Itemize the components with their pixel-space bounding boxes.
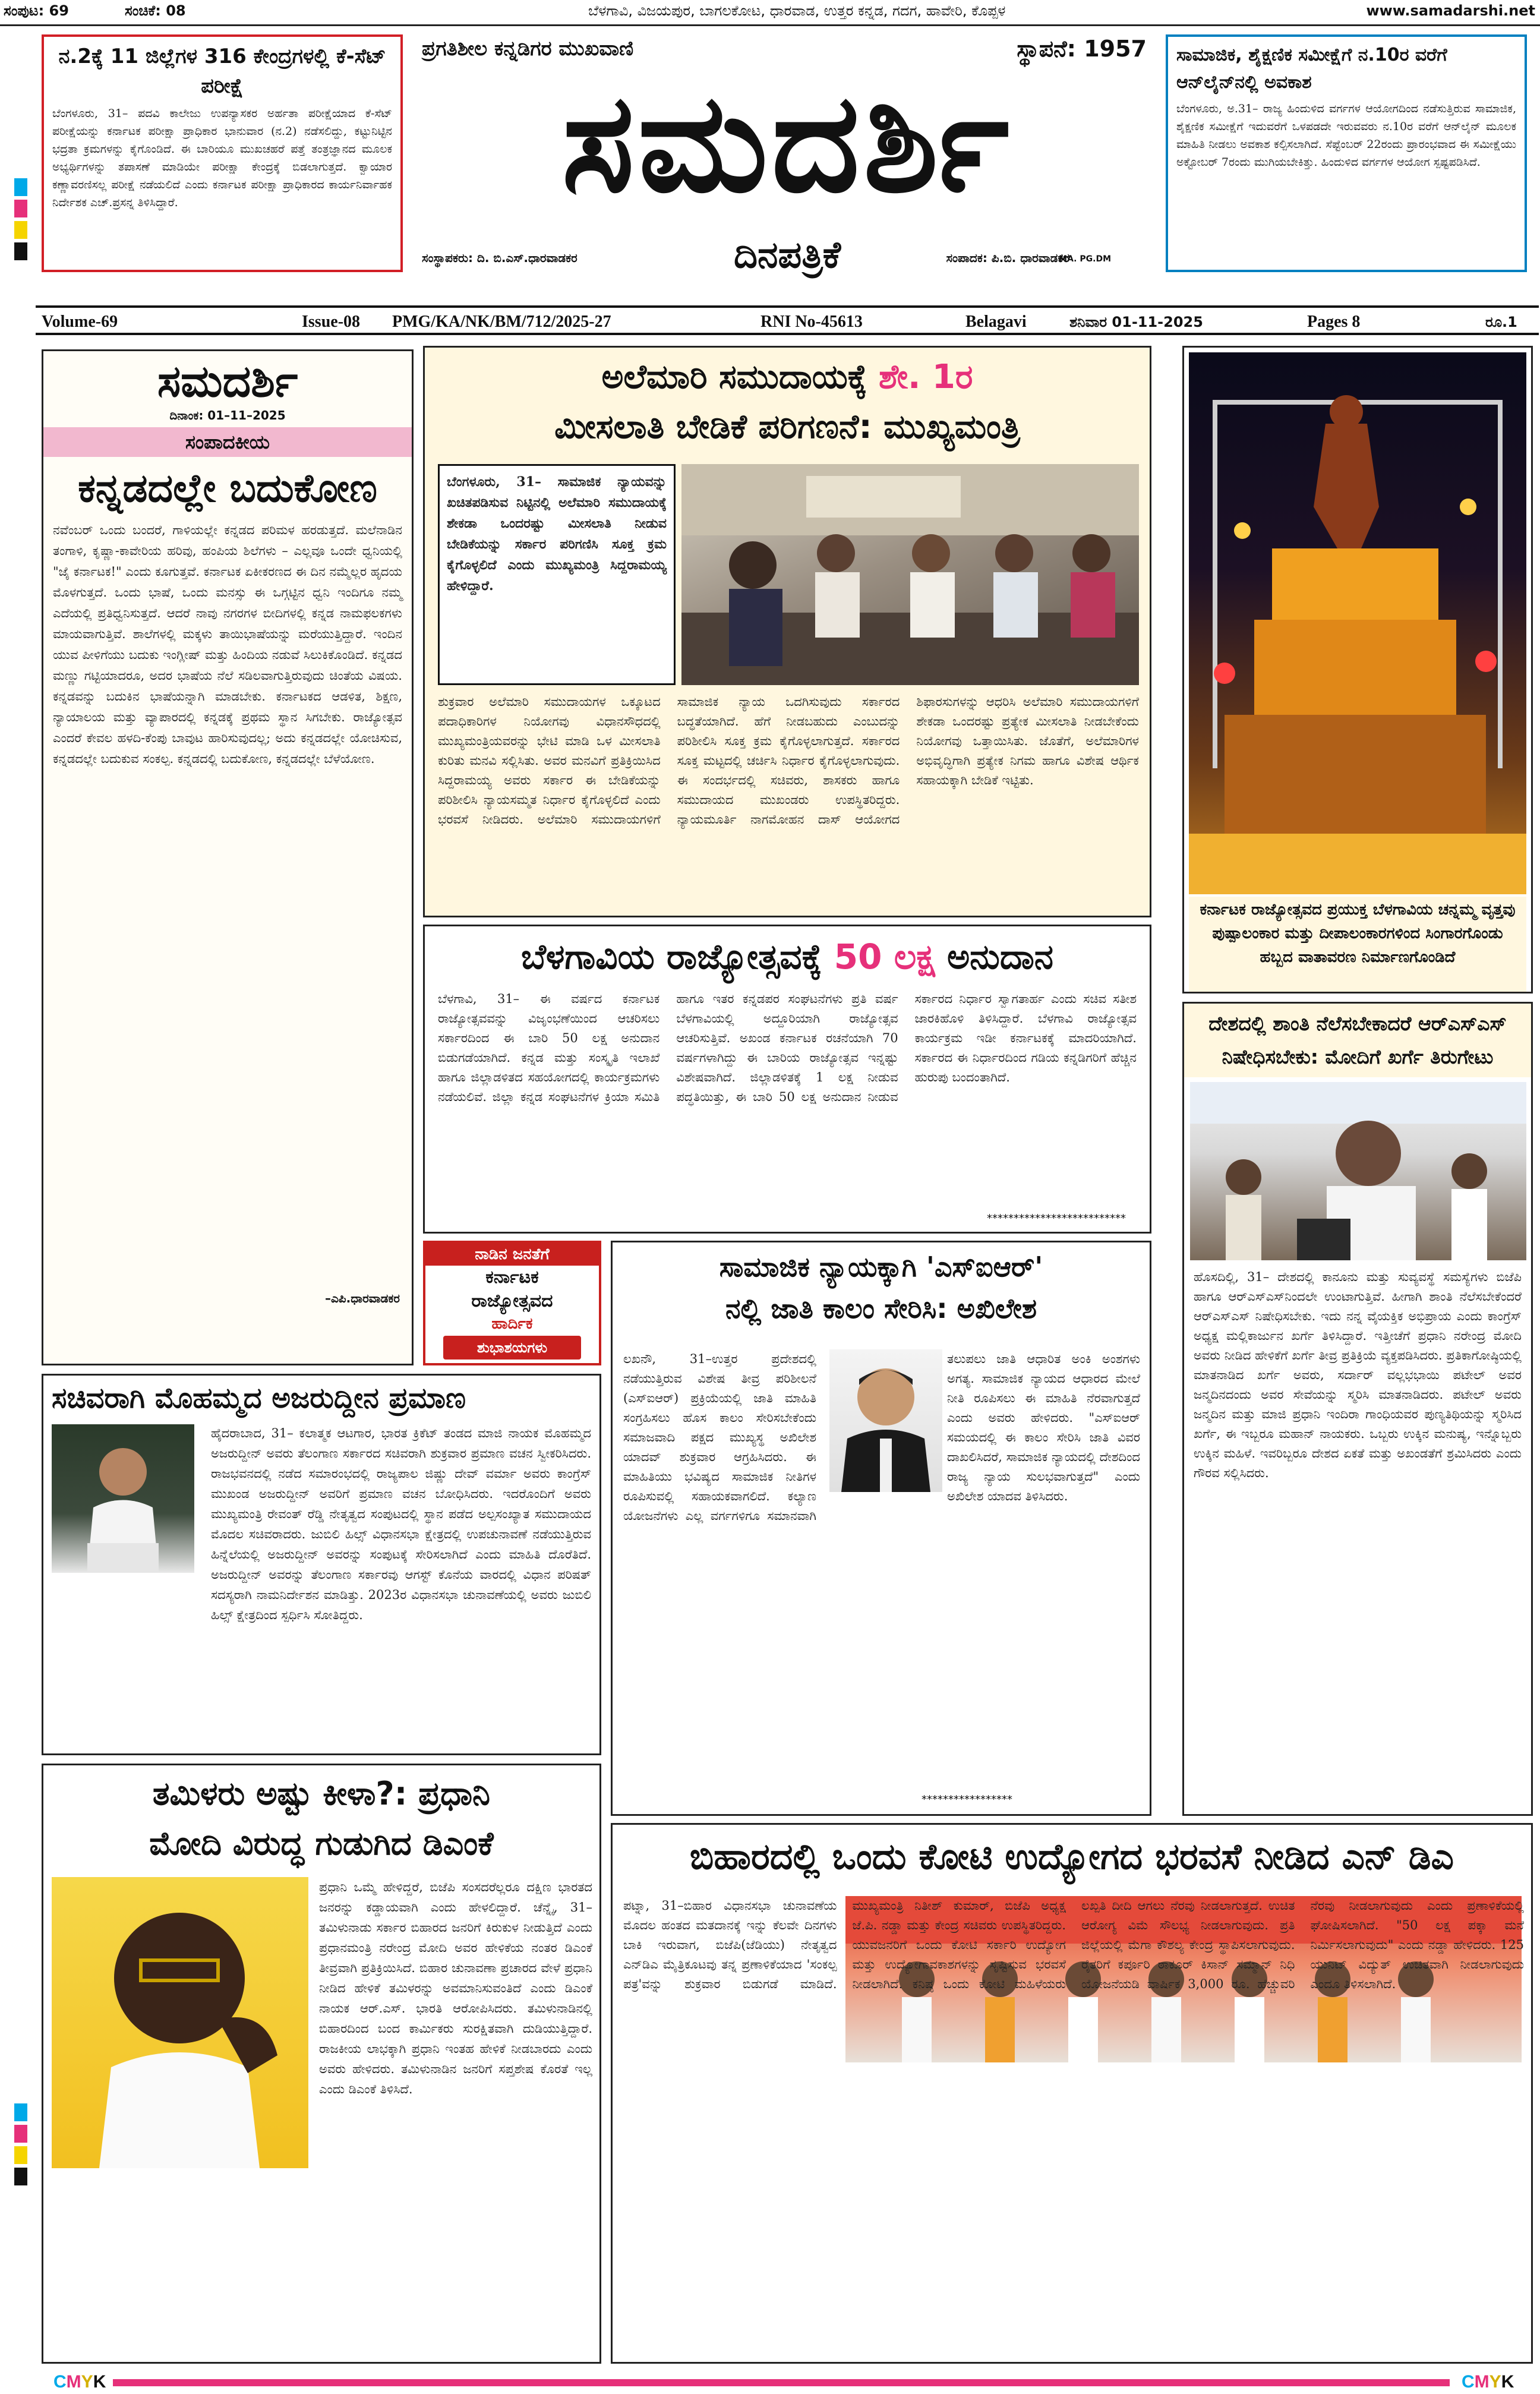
- info-date: ಶನಿವಾರ 01-11-2025: [1069, 314, 1203, 330]
- akhilesh-story-box: [611, 1241, 1151, 1816]
- akhilesh-body: ಲಖನೌ, 31–ಉತ್ತರ ಪ್ರದೇಶದಲ್ಲಿ ನಡೆಯುತ್ತಿರುವ ವಿಶೇಷ ತೀವ್ರ ಪರಿಶೀಲನೆ (ಎಸ್‌ಐಆರ್) ಪ್ರಕ್ರಿಯೆಯಲ್ಲಿ ಜಾತಿ ಮಾಹಿತಿ ಸಂಗ್ರಹಿಸಲು ಹೊಸ ಕಾಲಂ ಸೇರಿಸಬೇಕೆಂದು ಸಮಾಜವಾದಿ ಪಕ್ಷದ ಮುಖ್ಯಸ್ಥ ಅಖಿಲೇಶ ಯಾದವ್ ಶುಕ್ರವಾರ ಆಗ್ರಹಿಸಿದರು. ಈ ಮಾಹಿತಿಯು ಭವಿಷ್ಯದ ಸಾಮಾಜಿಕ ನೀತಿಗಳ ರೂಪಿಸುವಲ್ಲಿ ಸಹಾಯಕವಾಗಲಿದೆ. ಕಲ್ಯಾಣ ಯೋಜನೆಗಳು ಎಲ್ಲ ವರ್ಗಗಳಿಗೂ ಸಮಾನವಾಗಿ ತಲುಪಲು ಜಾತಿ ಆಧಾರಿತ ಅಂಕಿ ಅಂಶಗಳು ಅಗತ್ಯ. ಸಾಮಾಜಿಕ ನ್ಯಾಯದ ಆಧಾರದ ಮೇಲೆ ನೀತಿ ರೂಪಿಸಲು ಈ ಮಾಹಿತಿ ನೆರವಾಗುತ್ತದೆ ಎಂದು ಅವರು ಹೇಳಿದರು. "ಎಸ್‌ಐಆರ್ ಸಮಯದಲ್ಲಿ ಈ ಕಾಲಂ ಸೇರಿಸಿ ಜಾತಿ ವಿವರ ದಾಖಲಿಸಿದರೆ, ಸಾಮಾಜಿಕ ನ್ಯಾಯದಲ್ಲಿ ದೇಶದಿಂದ ರಾಜ್ಯ ನ್ಯಾಯ ಸುಲಭವಾಗುತ್ತದೆ" ಎಂದು ಅಖಿಲೇಶ ಯಾದವ ತಿಳಿಸಿದರು.: [623, 1352, 1140, 1523]
- masthead: [416, 31, 1159, 280]
- right-ear-headline: ಸಾಮಾಜಿಕ, ಶೈಕ್ಷಣಿಕ ಸಮೀಕ್ಷೆಗೆ ನ.10ರ ವರೆಗೆ ಆನ್‌ಲೈನ್‌ನಲ್ಲಿ ಅವಕಾಶ: [1176, 45, 1447, 93]
- belagavi-headline-post: ಅನುದಾನ: [946, 936, 1054, 977]
- masthead-editor: ಸಂಪಾದಕ: ಪಿ.ಬಿ. ಧಾರವಾಡಕರ: [946, 251, 1069, 265]
- bihar-story-box: [611, 1823, 1533, 2364]
- color-registration-strip-top: [14, 178, 27, 264]
- lead-story-box: [423, 346, 1151, 917]
- akhilesh-headline-line1: ಸಾಮಾಜಿಕ ನ್ಯಾಯಕ್ಕಾಗಿ 'ಎಸ್‌ಐಆರ್': [719, 1251, 1043, 1283]
- belagavi-headline-pre: ಬೆಳಗಾವಿಯ ರಾಜ್ಯೋತ್ಸವಕ್ಕೆ: [520, 936, 822, 977]
- volume-label: ಸಂಪುಟ: 69: [4, 2, 69, 19]
- editorial-box: [42, 349, 414, 1365]
- editorial-signature: –ಎಪಿ.ಧಾರವಾಡಕರ: [324, 1291, 400, 1305]
- info-registration: PMG/KA/NK/BM/712/2025-27: [392, 313, 611, 331]
- editorial-body: ನವೆಂಬರ್ ಒಂದು ಬಂದರೆ, ಗಾಳಿಯಲ್ಲೇ ಕನ್ನಡದ ಪರಿಮಳ ಹರಡುತ್ತದೆ. ಮಲೆನಾಡಿನ ತಂಗಾಳಿ, ಕೃಷ್ಣಾ-ಕಾವೇರಿಯ ಹರಿವು, ಹಂಪಿಯ ಶಿಲೆಗಳು – ಎಲ್ಲವೂ ಒಂದೇ ಧ್ವನಿಯಲ್ಲಿ "ಜೈ ಕರ್ನಾಟಕ!" ಎಂದು ಕೂಗುತ್ತವೆ. ಕರ್ನಾಟಕ ಏಕೀಕರಣದ ಈ ದಿನ ನಮ್ಮೆಲ್ಲರ ಹೃದಯ ಮೊಳಗುತ್ತದೆ. ಒಂದು ಭಾಷೆ, ಒಂದು ಮನಸ್ಸು ಈ ಒಗ್ಗಟ್ಟಿನ ಧ್ವನಿ ಇಂದಿಗೂ ನಮ್ಮ ಎದೆಯಲ್ಲಿ ಪ್ರತಿಧ್ವನಿಸುತ್ತದೆ. ಆದರೆ ನಾವು ನಗರಗಳ ಬೀದಿಗಳಲ್ಲಿ ಕನ್ನಡ ನಾಮಫಲಕಗಳು ಮಾಯವಾಗುತ್ತಿವೆ. ಶಾಲೆಗಳಲ್ಲಿ ಮಕ್ಕಳು ತಾಯಿಭಾಷೆಯನ್ನು ಮರೆಯುತ್ತಿದ್ದಾರೆ. ಇಂದಿನ ಯುವ ಪೀಳಿಗೆಯು ಬದುಕು ಇಂಗ್ಲೀಷ್ ಮತ್ತು ಹಿಂದಿಯ ನಡುವೆ ಸಿಲುಕಿಕೊಂಡಿದೆ. ಕನ್ನಡದ ಮಣ್ಣು ಗಟ್ಟಿಯಾದರೂ, ಅದರ ಭಾಷೆಯ ನೆಲೆ ಸಡಿಲವಾಗುತ್ತಿರುವುದು ಚಿಂತೆಯ ವಿಷಯ. ಕನ್ನಡವನ್ನು ಬದುಕಿನ ಭಾಷೆಯನ್ನಾಗಿ ಮಾಡಬೇಕು. ಕರ್ನಾಟಕದ ಆಡಳಿತ, ಶಿಕ್ಷಣ, ನ್ಯಾಯಾಲಯ ಮತ್ತು ವ್ಯಾಪಾರದಲ್ಲಿ ಕನ್ನಡಕ್ಕೆ ಪ್ರಥಮ ಸ್ಥಾನ ಸಿಗಬೇಕು. ರಾಜ್ಯೋತ್ಸವ ಎಂದರೆ ಕೇವಲ ಹಳದಿ-ಕೆಂಪು ಬಾವುಟ ಹಾರಿಸುವುದಲ್ಲ; ಅದು ಕನ್ನಡದಲ್ಲೇ ಯೋಚಿಸುವ, ಕನ್ನಡದಲ್ಲೇ ಬದುಕುವ ಸಂಕಲ್ಪ. ಕನ್ನಡದಲ್ಲಿ ಬದುಕೋಣ, ಕನ್ನಡದಲ್ಲೇ ಬೆಳೆಯೋಣ.: [53, 523, 402, 766]
- bihar-body: ಪಟ್ನಾ, 31–ಬಿಹಾರ ವಿಧಾನಸಭಾ ಚುನಾವಣೆಯ ಮೊದಲ ಹಂತದ ಮತದಾನಕ್ಕೆ ಇನ್ನು ಕೆಲವೇ ದಿನಗಳು ಬಾಕಿ ಇರುವಾಗ, ಬಿಜೆಪಿ(ಜೆಡಿಯು) ನೇತೃತ್ವದ ಎನ್‌ಡಿಎ ಮೈತ್ರಿಕೂಟವು ತನ್ನ ಪ್ರಣಾಳಿಕೆಯಾದ 'ಸಂಕಲ್ಪ ಪತ್ರ'ವನ್ನು ಶುಕ್ರವಾರ ಬಿಡುಗಡೆ ಮಾಡಿದೆ. ಮುಖ್ಯಮಂತ್ರಿ ನಿತೀಶ್ ಕುಮಾರ್, ಬಿಜೆಪಿ ಅಧ್ಯಕ್ಷ ಜೆ.ಪಿ. ನಡ್ಡಾ ಮತ್ತು ಕೇಂದ್ರ ಸಚಿವರು ಉಪಸ್ಥಿತರಿದ್ದರು. ಯುವಜನರಿಗೆ ಒಂದು ಕೋಟಿ ಸರ್ಕಾರಿ ಉದ್ಯೋಗ ಮತ್ತು ಉದ್ಯೋಗಾವಕಾಶಗಳನ್ನು ಸೃಷ್ಟಿಸುವ ಭರವಸೆ ನೀಡಲಾಗಿದೆ. ಕನಿಷ್ಠ ಒಂದು ಕೋಟಿ ಮಹಿಳೆಯರು ಲಖ್ಪತಿ ದೀದಿ ಆಗಲು ನೆರವು ನೀಡಲಾಗುತ್ತದೆ. ಉಚಿತ ಆರೋಗ್ಯ ವಿಮೆ ಸೌಲಭ್ಯ ನೀಡಲಾಗುವುದು. ಪ್ರತಿ ಜಿಲ್ಲೆಯಲ್ಲಿ ಮೆಗಾ ಕೌಶಲ್ಯ ಕೇಂದ್ರ ಸ್ಥಾಪಿಸಲಾಗುವುದು. ರೈತರಿಗೆ ಕರ್ಪೂರಿ ಠಾಕೂರ್ ಕಿಸಾನ್ ಸಮ್ಮಾನ್ ನಿಧಿ ಯೋಜನೆಯಡಿ ವಾರ್ಷಿಕ 3,000 ರೂ. ಹೆಚ್ಚುವರಿ ನೆರವು ನೀಡಲಾಗುವುದು ಎಂದು ಪ್ರಣಾಳಿಕೆಯಲ್ಲಿ ಘೋಷಿಸಲಾಗಿದೆ. "50 ಲಕ್ಷ ಪಕ್ಕಾ ಮನೆ ನಿರ್ಮಿಸಲಾಗುವುದು" ಎಂದು ನಡ್ಡಾ ಹೇಳಿದರು. 125 ಯುನಿಟ್ ವಿದ್ಯುತ್ ಉಚಿತವಾಗಿ ನೀಡಲಾಗುವುದು ಎಂದೂ ತಿಳಿಸಲಾಗಿದೆ.: [623, 1898, 1524, 1991]
- info-rni: RNI No-45613: [760, 313, 863, 331]
- belagavi-body: ಬೆಳಗಾವಿ, 31– ಈ ವರ್ಷದ ಕರ್ನಾಟಕ ರಾಜ್ಯೋತ್ಸವವನ್ನು ವಿಜೃಂಭಣೆಯಿಂದ ಆಚರಿಸಲು ಸರ್ಕಾರದಿಂದ ಈ ಬಾರಿ 50 ಲಕ್ಷ ಅನುದಾನ ಬಿಡುಗಡೆಯಾಗಿದೆ. ಕನ್ನಡ ಮತ್ತು ಸಂಸ್ಕೃತಿ ಇಲಾಖೆ ಹಾಗೂ ಜಿಲ್ಲಾಡಳಿತದ ಸಹಯೋಗದಲ್ಲಿ ಕಾರ್ಯಕ್ರಮಗಳು ನಡೆಯಲಿವೆ. ಜಿಲ್ಲಾ ಕನ್ನಡ ಸಂಘಟನೆಗಳ ಕ್ರಿಯಾ ಸಮಿತಿ ಹಾಗೂ ಇತರ ಕನ್ನಡಪರ ಸಂಘಟನೆಗಳು ಪ್ರತಿ ವರ್ಷ ಬೆಳಗಾವಿಯಲ್ಲಿ ಅದ್ದೂರಿಯಾಗಿ ರಾಜ್ಯೋತ್ಸವ ಆಚರಿಸುತ್ತಿವೆ. ಅಖಂಡ ಕರ್ನಾಟಕ ರಚನೆಯಾಗಿ 70 ವರ್ಷಗಳಾಗಿದ್ದು ಈ ಬಾರಿಯ ರಾಜ್ಯೋತ್ಸವ ಇನ್ನಷ್ಟು ವಿಶೇಷವಾಗಿದೆ. ಜಿಲ್ಲಾಡಳಿತಕ್ಕೆ 1 ಲಕ್ಷ ನೀಡುವ ಪದ್ಧತಿಯಿತ್ತು, ಈ ಬಾರಿ 50 ಲಕ್ಷ ಅನುದಾನ ನೀಡುವ ಸರ್ಕಾರದ ನಿರ್ಧಾರ ಸ್ವಾಗತಾರ್ಹ ಎಂದು ಸಚಿವ ಸತೀಶ ಜಾರಕಿಹೊಳಿ ತಿಳಿಸಿದ್ದಾರೆ. ಬೆಳಗಾವಿ ರಾಜ್ಯೋತ್ಸವ ಕಾರ್ಯಕ್ರಮ ಇಡೀ ಕರ್ನಾಟಕಕ್ಕೆ ಮಾದರಿಯಾಗಿದೆ. ಸರ್ಕಾರದ ಈ ನಿರ್ಧಾರದಿಂದ ಗಡಿಯ ಕನ್ನಡಿಗರಿಗೆ ಹೆಚ್ಚಿನ ಹುರುಪು ಬಂದಂತಾಗಿದೆ.: [438, 992, 1137, 1104]
- azharuddin-illustration: [52, 1424, 194, 1573]
- kharge-photo: [1190, 1082, 1526, 1260]
- info-price: ರೂ.1: [1485, 314, 1517, 330]
- editorial-headline: ಕನ್ನಡದಲ್ಲೇ ಬದುಕೋಣ: [78, 465, 377, 511]
- masthead-editor-degree: MA. PG.DM: [1059, 254, 1111, 264]
- lead-photo-meeting: [681, 464, 1139, 685]
- masthead-subtitle: ದಿನಪತ್ರಿಕೆ: [733, 233, 841, 276]
- azharuddin-headline: ಸಚಿವರಾಗಿ ಮೊಹಮ್ಮದ ಅಜರುದ್ದೀನ ಪ್ರಮಾಣ: [52, 1381, 466, 1415]
- akhilesh-divider: *****************: [922, 1793, 1012, 1806]
- info-volume: Volume-69: [42, 313, 118, 331]
- editorial-date: ದಿನಾಂಕ: 01–11–2025: [169, 408, 286, 422]
- color-registration-strip-bottom: [14, 2103, 27, 2189]
- masthead-founder: ಸಂಸ್ಥಾಪಕರು: ದಿ. ಬಿ.ಎಸ್.ಧಾರವಾಡಕರ: [422, 251, 578, 265]
- kharge-story-box: [1182, 1002, 1533, 1816]
- greeting-line3: ರಾಜ್ಯೋತ್ಸವದ: [471, 1291, 553, 1311]
- lead-body: ಶುಕ್ರವಾರ ಅಲೆಮಾರಿ ಸಮುದಾಯಗಳ ಒಕ್ಕೂಟದ ಪದಾಧಿಕಾರಿಗಳ ನಿಯೋಗವು ವಿಧಾನಸೌಧದಲ್ಲಿ ಮುಖ್ಯಮಂತ್ರಿಯವರನ್ನು ಭೇಟಿ ಮಾಡಿ ಒಳ ಮೀಸಲಾತಿ ಕುರಿತು ಮನವಿ ಸಲ್ಲಿಸಿತು. ಅವರ ಮನವಿಗೆ ಪ್ರತಿಕ್ರಿಯಿಸಿದ ಸಿದ್ದರಾಮಯ್ಯ ಅವರು ಸರ್ಕಾರ ಈ ಬೇಡಿಕೆಯನ್ನು ಪರಿಶೀಲಿಸಿ ನ್ಯಾಯಸಮ್ಮತ ನಿರ್ಧಾರ ಕೈಗೊಳ್ಳಲಿದೆ ಎಂದು ಭರವಸೆ ನೀಡಿದರು. ಅಲೆಮಾರಿ ಸಮುದಾಯಗಳಿಗೆ ಸಾಮಾಜಿಕ ನ್ಯಾಯ ಒದಗಿಸುವುದು ಸರ್ಕಾರದ ಬದ್ಧತೆಯಾಗಿದೆ. ಹೆಗೆ ನೀಡಬಹುದು ಎಂಬುದನ್ನು ಪರಿಶೀಲಿಸಿ ಸೂಕ್ತ ಕ್ರಮ ಕೈಗೊಳ್ಳಲಾಗುತ್ತದೆ. ಸರ್ಕಾರದ ಸೂಕ್ತ ಮಟ್ಟದಲ್ಲಿ ಚರ್ಚಿಸಿ ನಿರ್ಧಾರ ಕೈಗೊಳ್ಳಲಾಗುವುದು. ಈ ಸಂದರ್ಭದಲ್ಲಿ ಸಚಿವರು, ಶಾಸಕರು ಹಾಗೂ ಸಮುದಾಯದ ಮುಖಂಡರು ಉಪಸ್ಥಿತರಿದ್ದರು. ನ್ಯಾಯಮೂರ್ತಿ ನಾಗಮೋಹನ ದಾಸ್ ಆಯೋಗದ ಶಿಫಾರಸುಗಳನ್ನು ಆಧರಿಸಿ ಅಲೆಮಾರಿ ಸಮುದಾಯಗಳಿಗೆ ಶೇಕಡಾ ಒಂದರಷ್ಟು ಪ್ರತ್ಯೇಕ ಮೀಸಲಾತಿ ನೀಡಬೇಕೆಂದು ನಿಯೋಗವು ಒತ್ತಾಯಿಸಿತು. ಜೊತೆಗೆ, ಅಲೆಮಾರಿಗಳ ಅಭಿವೃದ್ಧಿಗಾಗಿ ಪ್ರತ್ಯೇಕ ನಿಗಮ ಹಾಗೂ ವಿಶೇಷ ಆರ್ಥಿಕ ಸಹಾಯಕ್ಕಾಗಿ ಬೇಡಿಕೆ ಇಟ್ಟಿತು.: [438, 695, 1139, 827]
- statue-photo-box: [1182, 346, 1533, 993]
- lead-intro: ಬೆಂಗಳೂರು, 31– ಸಾಮಾಜಿಕ ನ್ಯಾಯವನ್ನು ಖಚಿತಪಡಿಸುವ ನಿಟ್ಟಿನಲ್ಲಿ ಅಲೆಮಾರಿ ಸಮುದಾಯಕ್ಕೆ ಶೇಕಡಾ ಒಂದರಷ್ಟು ಮೀಸಲಾತಿ ನೀಡುವ ಬೇಡಿಕೆಯನ್ನು ಸರ್ಕಾರ ಪರಿಗಣಿಸಿ ಸೂಕ್ತ ಕ್ರಮ ಕೈಗೊಳ್ಳಲಿದೆ ಎಂದು ಮುಖ್ಯಮಂತ್ರಿ ಸಿದ್ದರಾಮಯ್ಯ ಹೇಳಿದ್ದಾರೆ.: [438, 464, 676, 685]
- dmk-headline-line1: ತಮಿಳರು ಅಷ್ಟು ಕೀಳಾ?: ಪ್ರಧಾನಿ: [152, 1775, 491, 1812]
- region-list: ಬೆಳಗಾವಿ, ವಿಜಯಪುರ, ಬಾಗಲಕೋಟ, ಧಾರವಾಡ, ಉತ್ತರ ಕನ್ನಡ, ಗದಗ, ಹಾವೇರಿ, ಕೊಪ್ಪಳ: [588, 2, 1006, 19]
- left-ear-headline: ನ.2ಕ್ಕೆ 11 ಜಿಲ್ಲೆಗಳ 316 ಕೇಂದ್ರಗಳಲ್ಲಿ ಕೆ-ಸೆಟ್ ಪರೀಕ್ಷೆ: [58, 45, 386, 98]
- masthead-title: ಸಮದರ್ಶಿ: [561, 64, 1013, 223]
- editorial-paper-name: ಸಮದರ್ಶಿ: [157, 356, 298, 407]
- left-ear-body: ಬೆಂಗಳೂರು, 31– ಪದವಿ ಕಾಲೇಜು ಉಪನ್ಯಾಸಕರ ಅರ್ಹತಾ ಪರೀಕ್ಷೆಯಾದ ಕೆ-ಸೆಟ್ ಪರೀಕ್ಷೆಯನ್ನು ಕರ್ನಾಟಕ ಪರೀಕ್ಷಾ ಪ್ರಾಧಿಕಾರ ಭಾನುವಾರ (ನ.2) ನಡೆಸಲಿದ್ದು, ಕಟ್ಟುನಿಟ್ಟಿನ ಭದ್ರತಾ ಕ್ರಮಗಳನ್ನು ಕೈಗೊಂಡಿದೆ. ಈ ಬಾರಿಯೂ ಮುಖಚಹರೆ ಪತ್ತೆ ತಂತ್ರಜ್ಞಾನದ ಮೂಲಕ ಅಭ್ಯರ್ಥಿಗಳನ್ನು ತಪಾಸಣೆ ಮಾಡಿಯೇ ಪರೀಕ್ಷಾ ಕೇಂದ್ರಕ್ಕೆ ಬಿಡಲಾಗುತ್ತದೆ. ಕ್ವಾಯಾರ ಕಣ್ಣಾವರಣಿಸಲ್ಲ ಪರೀಕ್ಷೆ ನಡೆಯಲಿದೆ ಎಂದು ಕರ್ನಾಟಕ ಪರೀಕ್ಷಾ ಪ್ರಾಧಿಕಾರದ ಕಾರ್ಯನಿರ್ವಾಹಕ ನಿರ್ದೇಶಕ ಎಚ್.ಪ್ರಸನ್ನ ತಿಳಿಸಿದ್ದಾರೆ.: [52, 107, 392, 209]
- greeting-line4: ಹಾರ್ದಿಕ: [491, 1315, 533, 1333]
- info-issue: Issue-08: [302, 313, 361, 331]
- belagavi-headline-highlight: 50 ಲಕ್ಷ: [834, 936, 935, 977]
- azharuddin-photo: [52, 1424, 194, 1573]
- info-pages: Pages 8: [1307, 313, 1361, 331]
- dmk-story-box: [42, 1764, 601, 2364]
- masthead-tagline: ಪ್ರಗತಿಶೀಲ ಕನ್ನಡಿಗರ ಮುಖವಾಣಿ: [422, 37, 634, 61]
- lead-headline-line2: ಮೀಸಲಾತಿ ಬೇಡಿಕೆ ಪರಿಗಣನೆ: ಮುಖ್ಯಮಂತ್ರಿ: [554, 408, 1020, 446]
- greeting-line2: ಕರ್ನಾಟಕ: [485, 1267, 539, 1288]
- greeting-line5: ಶುಭಾಶಯಗಳು: [443, 1336, 581, 1360]
- lead-headline-pre: ಅಲೆಮಾರಿ ಸಮುದಾಯಕ್ಕೆ: [601, 358, 867, 396]
- footer-magenta-rule: [113, 2379, 1450, 2386]
- left-ear-box: [42, 34, 403, 272]
- info-city: Belagavi: [965, 313, 1027, 331]
- kharge-body: ಹೊಸದಿಲ್ಲಿ, 31– ದೇಶದಲ್ಲಿ ಕಾನೂನು ಮತ್ತು ಸುವ್ಯವಸ್ಥೆ ಸಮಸ್ಯೆಗಳು ಬಿಜೆಪಿ ಹಾಗೂ ಆರ್‌ಎಸ್‌ಎಸ್‌ನಿಂದಲೇ ಉಂಟಾಗುತ್ತಿವೆ. ಹೀಗಾಗಿ ಶಾಂತಿ ನೆಲೆಸಬೇಕೆಂದರೆ ಆರ್‌ಎಸ್‌ಎಸ್ ನಿಷೇಧಿಸಬೇಕು. ಇದು ನನ್ನ ವೈಯಕ್ತಿಕ ಅಭಿಪ್ರಾಯ ಎಂದು ಕಾಂಗ್ರೆಸ್ ಅಧ್ಯಕ್ಷ ಮಲ್ಲಿಕಾರ್ಜುನ ಖರ್ಗೆ ತಿಳಿಸಿದ್ದಾರೆ. ಇತ್ತೀಚೆಗೆ ಪ್ರಧಾನಿ ನರೇಂದ್ರ ಮೋದಿ ಅವರು ನೀಡಿದ ಹೇಳಿಕೆಗೆ ಖರ್ಗೆ ತೀವ್ರ ಪ್ರತಿಕ್ರಿಯೆ ವ್ಯಕ್ತಪಡಿಸಿದರು. ಪ್ರತಿಕಾಗೋಷ್ಠಿಯಲ್ಲಿ ಮಾತನಾಡಿದ ಖರ್ಗೆ ಅವರು, ಸರ್ದಾರ್ ವಲ್ಲಭಭಾಯಿ ಪಟೇಲ್ ಅವರ ಜನ್ಮದಿನದಂದು ಅವರ ಸೇವೆಯನ್ನು ಸ್ಮರಿಸಿ ಮಾತನಾಡಿದರು. ಪಟೇಲ್ ಅವರು ಜನ್ಮದಿನ ಮತ್ತು ಮಾಜಿ ಪ್ರಧಾನಿ ಇಂದಿರಾ ಗಾಂಧಿಯವರ ಪುಣ್ಯತಿಥಿಯನ್ನು ಸ್ಮರಿಸಿದ ಖರ್ಗೆ, ಈ ಇಬ್ಬರೂ ಮಹಾನ್ ನಾಯಕರು. ಒಬ್ಬರು ಉಕ್ಕಿನ ಮನುಷ್ಯ, ಇನ್ನೊಬ್ಬರು ಉಕ್ಕಿನ ಮಹಿಳೆ. ಇವರಿಬ್ಬರೂ ದೇಶದ ಏಕತೆ ಮತ್ತು ಅಖಂಡತೆಗೆ ಶ್ರಮಿಸಿದರು ಎಂದು ಗೌರವ ಸಲ್ಲಿಸಿದರು.: [1194, 1270, 1522, 1480]
- belagavi-headline: [425, 930, 1150, 983]
- azharuddin-story-box: [42, 1374, 601, 1755]
- issue-label: ಸಂಚಿಕೆ: 08: [125, 2, 186, 19]
- right-ear-box: [1166, 34, 1527, 272]
- dmk-body: ಪ್ರಧಾನಿ ಒಮ್ಮೆ ಹೇಳಿದ್ದರೆ, ಬಿಜೆಪಿ ಸಂಸದರೆಲ್ಲರೂ ದಕ್ಷಿಣ ಭಾರತದ ಜನರನ್ನು ಕಡ್ಡಾಯವಾಗಿ ಎಂದು ಹೇಳಲಿದ್ದಾರೆ. ಚೆನ್ನೈ, 31– ತಮಿಳುನಾಡು ಸರ್ಕಾರ ಬಿಹಾರದ ಜನರಿಗೆ ಕಿರುಕುಳ ನೀಡುತ್ತಿದೆ ಎಂದು ಪ್ರಧಾನಮಂತ್ರಿ ನರೇಂದ್ರ ಮೋದಿ ಅವರ ಹೇಳಿಕೆಯ ನಂತರ ಡಿಎಂಕೆ ತೀವ್ರವಾಗಿ ಪ್ರತಿಕ್ರಿಯಿಸಿದೆ. ಬಿಹಾರ ಚುನಾವಣಾ ಪ್ರಚಾರದ ವೇಳೆ ಪ್ರಧಾನಿ ನೀಡಿದ ಹೇಳಿಕೆ ತಮಿಳರನ್ನು ಅವಮಾನಿಸುವಂತಿದೆ ಎಂದು ಡಿಎಂಕೆ ನಾಯಕ ಆರ್.ಎಸ್. ಭಾರತಿ ಆರೋಪಿಸಿದರು. ತಮಿಳುನಾಡಿನಲ್ಲಿ ಬಿಹಾರದಿಂದ ಬಂದ ಕಾರ್ಮಿಕರು ಸುರಕ್ಷಿತವಾಗಿ ದುಡಿಯುತ್ತಿದ್ದಾರೆ. ರಾಜಕೀಯ ಲಾಭಕ್ಕಾಗಿ ಪ್ರಧಾನಿ ಇಂತಹ ಹೇಳಿಕೆ ನೀಡಬಾರದು ಎಂದು ಅವರು ಹೇಳಿದರು. ತಮಿಳುನಾಡಿನ ಜನರಿಗೆ ಸಪ್ತಶೇಷ ಕೊರತೆ ಇಲ್ಲ ಎಂದು ಡಿಎಂಕೆ ತಿಳಿಸಿದೆ.: [319, 1880, 592, 2096]
- statue-photo-caption: ಕರ್ನಾಟಕ ರಾಜ್ಯೋತ್ಸವದ ಪ್ರಯುಕ್ತ ಬೆಳಗಾವಿಯ ಚನ್ನಮ್ಮ ವೃತ್ತವು ಪುಷ್ಪಾಲಂಕಾರ ಮತ್ತು ದೀಪಾಲಂಕಾರಗಳಿಂದ ಸಿಂಗಾರಗೊಂಡು ಹಬ್ಬದ ವಾತಾವರಣ ನಿರ್ಮಾಣಗೊಂಡಿದೆ: [1189, 897, 1526, 992]
- azharuddin-body: ಹೈದರಾಬಾದ, 31– ಕಲಾತ್ಮಕ ಆಟಗಾರ, ಭಾರತ ಕ್ರಿಕೆಟ್ ತಂಡದ ಮಾಜಿ ನಾಯಕ ಮೊಹಮ್ಮದ ಅಜರುದ್ದೀನ್ ಅವರು ತೆಲಂಗಾಣ ಸರ್ಕಾರದ ಸಚಿವರಾಗಿ ಶುಕ್ರವಾರ ಪ್ರಮಾಣ ವಚನ ಸ್ವೀಕರಿಸಿದರು. ರಾಜಭವನದಲ್ಲಿ ನಡೆದ ಸಮಾರಂಭದಲ್ಲಿ ರಾಜ್ಯಪಾಲ ಜಿಷ್ಣು ದೇವ್ ವರ್ಮಾ ಅವರು ಕಾಂಗ್ರೆಸ್ ಮುಖಂಡ ಅಜರುದ್ದೀನ್ ಅವರಿಗೆ ಪ್ರಮಾಣ ವಚನ ಬೋಧಿಸಿದರು. ಇದರೊಂದಿಗೆ ಅವರು ಮುಖ್ಯಮಂತ್ರಿ ರೇವಂತ್ ರೆಡ್ಡಿ ನೇತೃತ್ವದ ಸಂಪುಟದಲ್ಲಿ ಸ್ಥಾನ ಪಡೆದ ಅಲ್ಪಸಂಖ್ಯಾತ ಸಮುದಾಯದ ಮೊದಲ ಸಚಿವರಾದರು. ಜುಬಿಲಿ ಹಿಲ್ಸ್ ವಿಧಾನಸಭಾ ಕ್ಷೇತ್ರದಲ್ಲಿ ಉಪಚುನಾವಣೆ ನಡೆಯುತ್ತಿರುವ ಹಿನ್ನೆಲೆಯಲ್ಲಿ ಅಜರುದ್ದೀನ್ ಅವರನ್ನು ಸಂಪುಟಕ್ಕೆ ಸೇರಿಸಲಾಗಿದೆ ಎಂದು ಮಾಹಿತಿ ದೊರೆತಿದೆ. ಅಜರುದ್ದೀನ್ ಅವರನ್ನು ತೆಲಂಗಾಣ ಸರ್ಕಾರವು ಆಗಸ್ಟ್ ಕೊನೆಯ ವಾರದಲ್ಲಿ ವಿಧಾನ ಪರಿಷತ್ ಸದಸ್ಯರಾಗಿ ನಾಮನಿರ್ದೇಶನ ಮಾಡಿತ್ತು. 2023ರ ವಿಧಾನಸಭಾ ಚುನಾವಣೆಯಲ್ಲಿ ಅವರು ಜುಬಿಲಿ ಹಿಲ್ಸ್ ಕ್ಷೇತ್ರದಿಂದ ಸ್ಪರ್ಧಿಸಿ ಸೋತಿದ್ದರು.: [211, 1426, 591, 1622]
- statue-illustration: [1189, 352, 1526, 894]
- masthead-established: ಸ್ಥಾಪನೆ: 1957: [1017, 36, 1147, 62]
- belagavi-story-box: [423, 925, 1151, 1234]
- greeting-line1: ನಾಡಿನ ಜನತೆಗೆ: [425, 1243, 599, 1266]
- akhilesh-headline-line2: ನಲ್ಲಿ ಜಾತಿ ಕಾಲಂ ಸೇರಿಸಿ: ಅಖಿಲೇಶ: [725, 1292, 1037, 1324]
- lead-headline-highlight: ಶೇ. 1ರ: [879, 358, 973, 396]
- belagavi-divider: **************************: [987, 1212, 1126, 1225]
- lead-headline-line1: [425, 352, 1150, 402]
- statue-photo: [1189, 352, 1526, 894]
- greeting-box: [423, 1241, 601, 1365]
- cmyk-mark-left: CMYK: [53, 2372, 106, 2392]
- info-bar: [36, 305, 1539, 335]
- editorial-section-label: ಸಂಪಾದಕೀಯ: [43, 427, 412, 457]
- cmyk-mark-right: CMYK: [1462, 2372, 1514, 2392]
- right-ear-body: ಬೆಂಗಳೂರು, ಅ.31– ರಾಜ್ಯ ಹಿಂದುಳಿದ ವರ್ಗಗಳ ಆಯೋಗದಿಂದ ನಡೆಸುತ್ತಿರುವ ಸಾಮಾಜಿಕ, ಶೈಕ್ಷಣಿಕ ಸಮೀಕ್ಷೆಗೆ ಇದುವರೆಗೆ ಒಳಪಡದೇ ಇರುವವರು ನ.10ರ ವರೆಗೆ ಆನ್‌ಲೈನ್ ಮೂಲಕ ಮಾಹಿತಿ ನೀಡಲು ಅವಕಾಶ ಕಲ್ಪಿಸಲಾಗಿದೆ. ಸೆಪ್ಟೆಂಬರ್ 22ರಂದು ಪ್ರಾರಂಭವಾದ ಈ ಸಮೀಕ್ಷೆಯು ಅಕ್ಟೋಬರ್ 7ರಂದು ಮುಗಿಯಬೇಕಿತ್ತು. ಹಿಂದುಳಿದ ವರ್ಗಗಳ ಆಯೋಗ ಸ್ಪಷ್ಟಪಡಿಸಿದೆ.: [1176, 102, 1516, 169]
- top-bar: [0, 0, 1540, 26]
- kharge-headline: ದೇಶದಲ್ಲಿ ಶಾಂತಿ ನೆಲೆಸಬೇಕಾದರೆ ಆರ್‌ಎಸ್‌ಎಸ್ ನಿಷೇಧಿಸಬೇಕು: ಮೋದಿಗೆ ಖರ್ಗೆ ತಿರುಗೇಟು: [1184, 1004, 1531, 1077]
- meeting-illustration: [681, 464, 1139, 685]
- footer-bar: [0, 2371, 1540, 2394]
- bihar-headline: ಬಿಹಾರದಲ್ಲಿ ಒಂದು ಕೋಟಿ ಉದ್ಯೋಗದ ಭರವಸೆ ನೀಡಿದ ಎನ್ ಡಿಎ: [689, 1836, 1454, 1878]
- dmk-headline-line2: ಮೋದಿ ವಿರುದ್ಧ ಗುಡುಗಿದ ಡಿಎಂಕೆ: [149, 1825, 494, 1862]
- website-link[interactable]: www.samadarshi.net: [1366, 2, 1535, 19]
- kharge-illustration: [1190, 1082, 1526, 1260]
